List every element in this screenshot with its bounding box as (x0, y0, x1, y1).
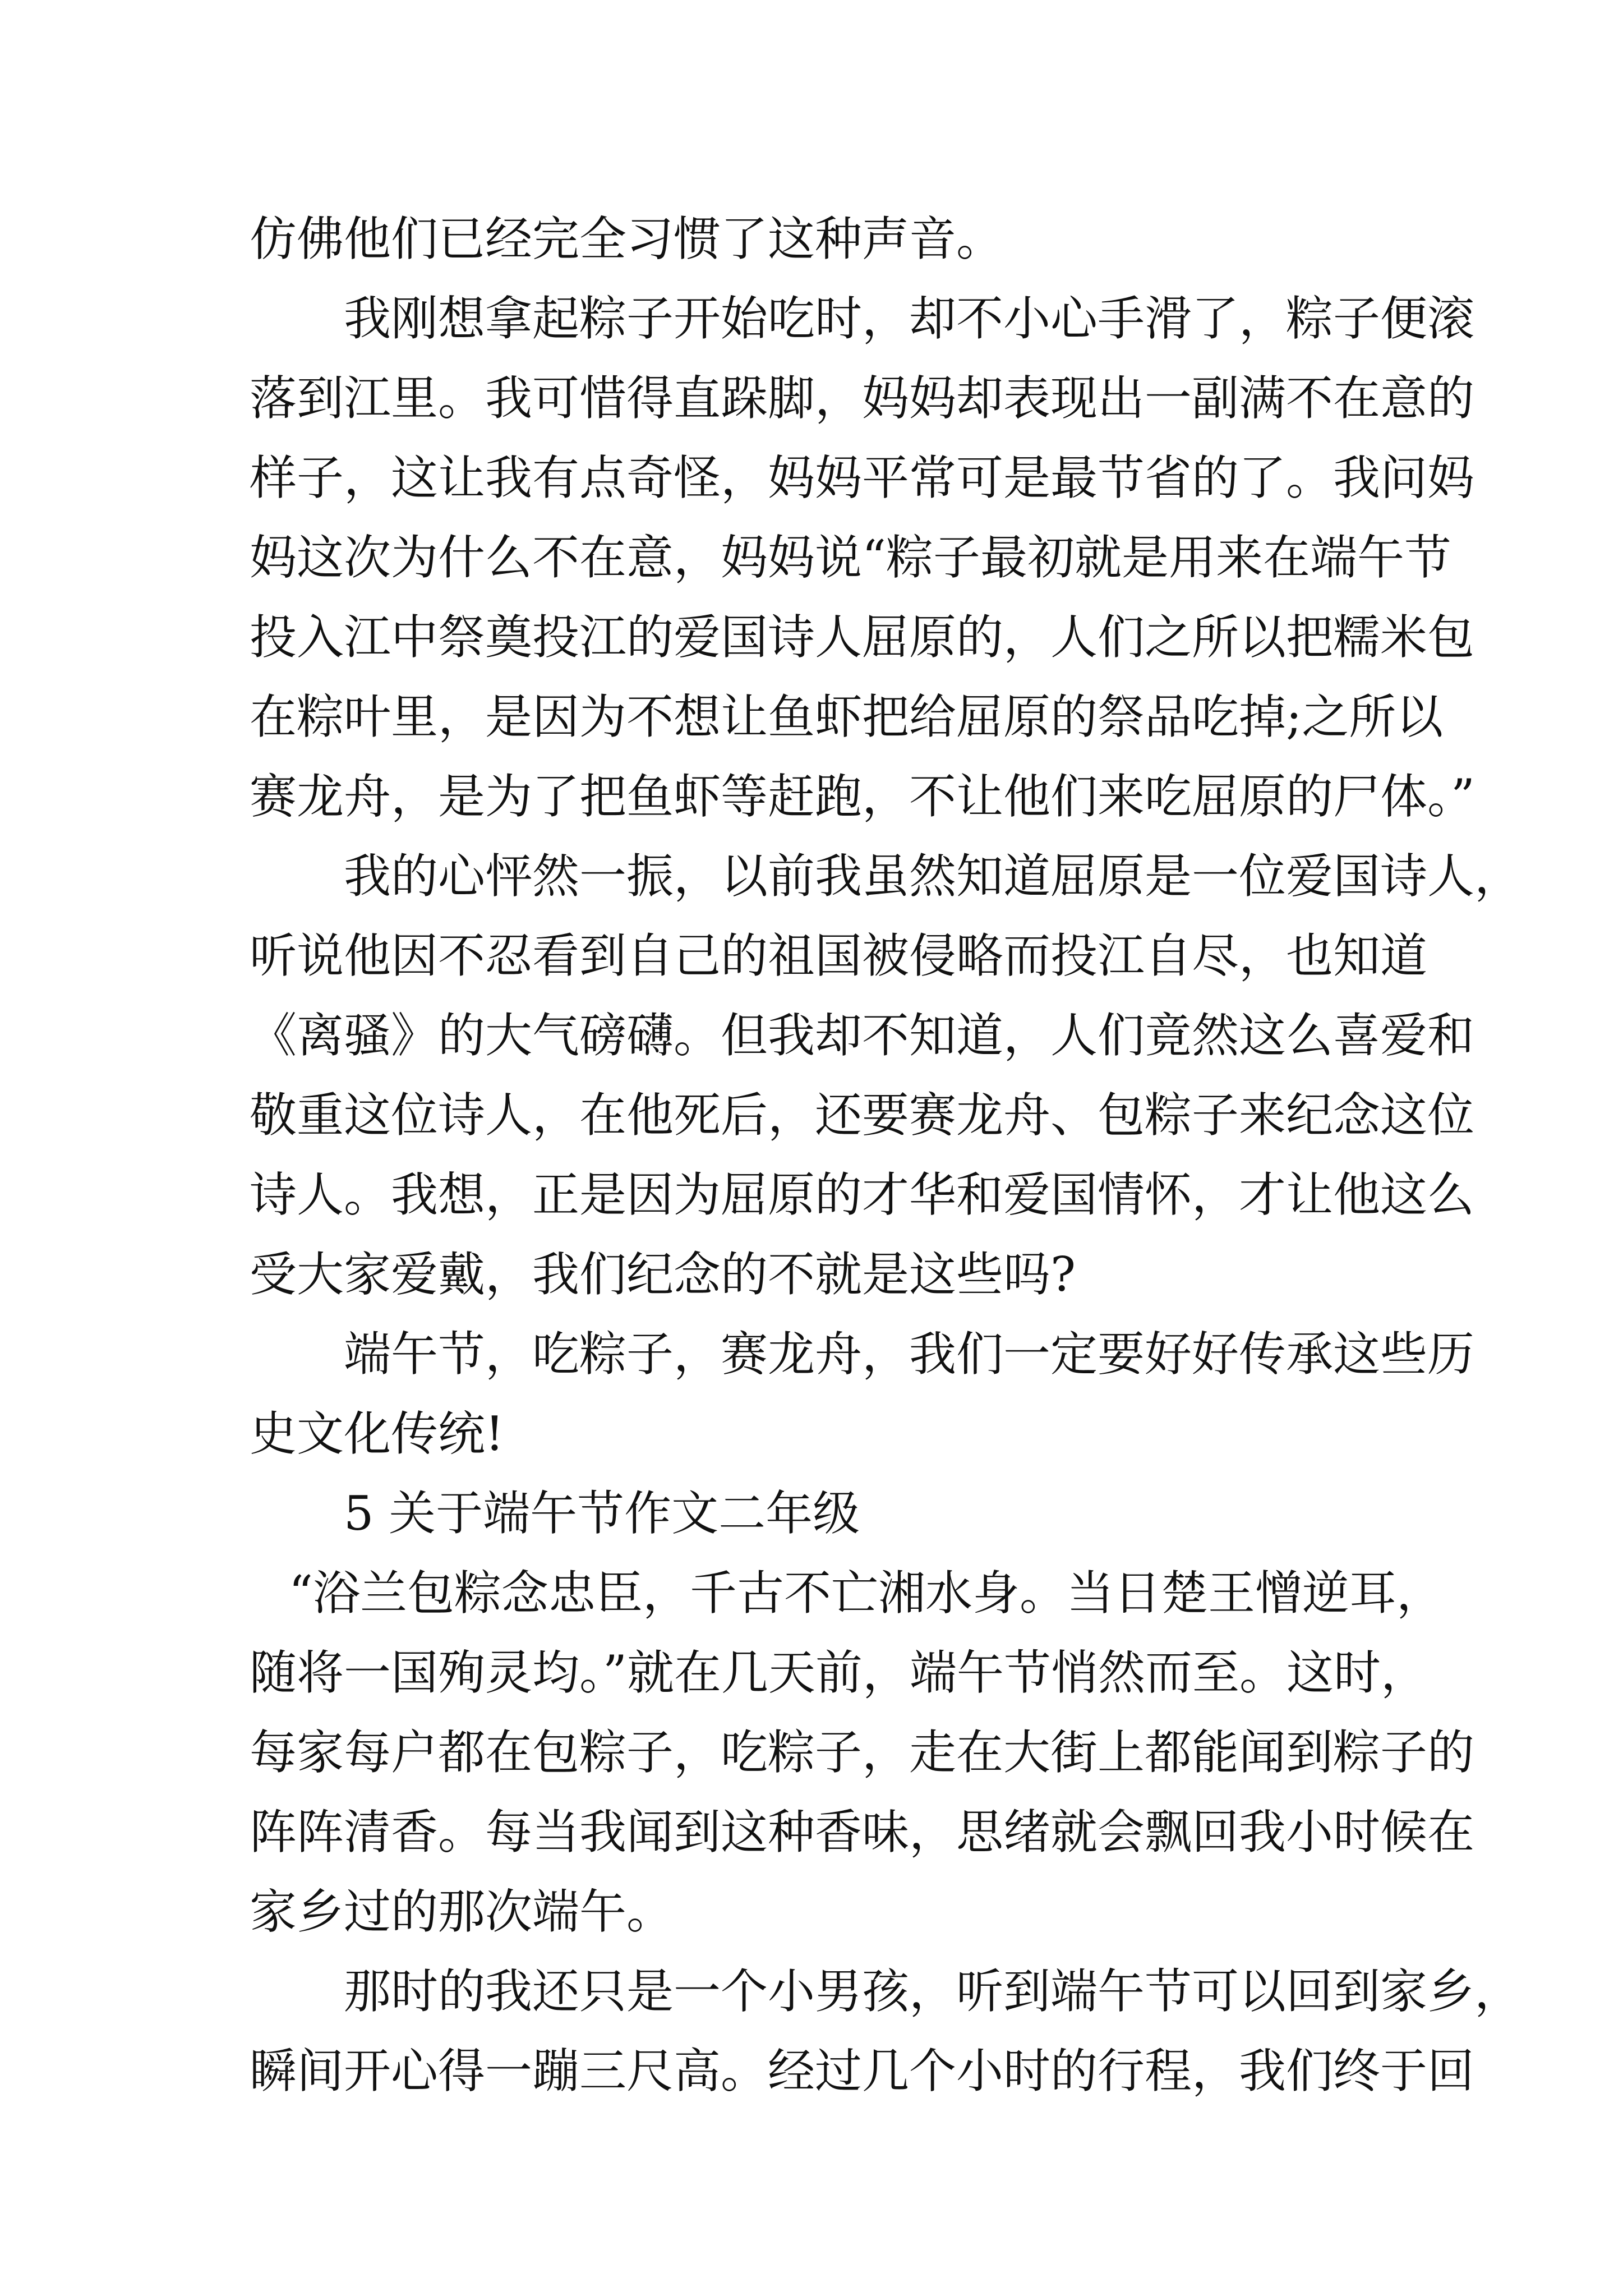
text-line: 瞬间开心得一蹦三尺高。经过几个小时的行程，我们终于回 (250, 2044, 1475, 2099)
text-line: 我刚想拿起粽子开始吃时，却不小心手滑了，粽子便滚 (344, 291, 1475, 346)
text-line: 听说他因不忍看到自己的祖国被侵略而投江自尽，也知道 (250, 928, 1428, 983)
text-line: 在粽叶里，是因为不想让鱼虾把给屈原的祭品吃掉;之所以 (250, 689, 1444, 744)
section-heading: 5 关于端午节作文二年级 (344, 1486, 860, 1541)
text-line: 敬重这位诗人，在他死后，还要赛龙舟、包粽子来纪念这位 (250, 1088, 1475, 1143)
text-line: 阵阵清香。每当我闻到这种香味，思绪就会飘回我小时候在 (250, 1805, 1475, 1860)
text-line: 受大家爱戴，我们纪念的不就是这些吗? (250, 1247, 1076, 1302)
text-line: 赛龙舟，是为了把鱼虾等赶跑，不让他们来吃屈原的尸体。” (250, 769, 1475, 824)
text-line: 落到江里。我可惜得直跺脚，妈妈却表现出一副满不在意的 (250, 371, 1475, 426)
text-line: 家乡过的那次端午。 (250, 1884, 674, 1939)
text-line: 仿佛他们已经完全习惯了这种声音。 (250, 211, 1004, 266)
text-line: 《离骚》的大气磅礴。但我却不知道，人们竟然这么喜爱和 (250, 1008, 1475, 1063)
text-line: 样子，这让我有点奇怪，妈妈平常可是最节省的了。我问妈 (250, 450, 1475, 505)
article-body (250, 199, 1522, 2111)
text-line: 我的心怦然一振，以前我虽然知道屈原是一位爱国诗人， (344, 849, 1522, 904)
text-line: 那时的我还只是一个小男孩，听到端午节可以回到家乡， (344, 1964, 1522, 2019)
text-line: 随将一国殉灵均。”就在几天前，端午节悄然而至。这时， (250, 1645, 1428, 1700)
text-line: 诗人。我想，正是因为屈原的才华和爱国情怀，才让他这么 (250, 1167, 1475, 1222)
text-line: 史文化传统! (250, 1406, 504, 1461)
text-line: 端午节，吃粽子，赛龙舟，我们一定要好好传承这些历 (344, 1327, 1475, 1382)
text-line: 妈这次为什么不在意，妈妈说“粽子最初就是用来在端午节 (250, 530, 1451, 585)
text-line: 投入江中祭奠投江的爱国诗人屈原的，人们之所以把糯米包 (250, 610, 1475, 665)
text-line: “浴兰包粽念忠臣，千古不亡湘水身。当日楚王憎逆耳， (289, 1566, 1444, 1621)
text-line: 每家每户都在包粽子，吃粽子，走在大街上都能闻到粽子的 (250, 1725, 1475, 1780)
